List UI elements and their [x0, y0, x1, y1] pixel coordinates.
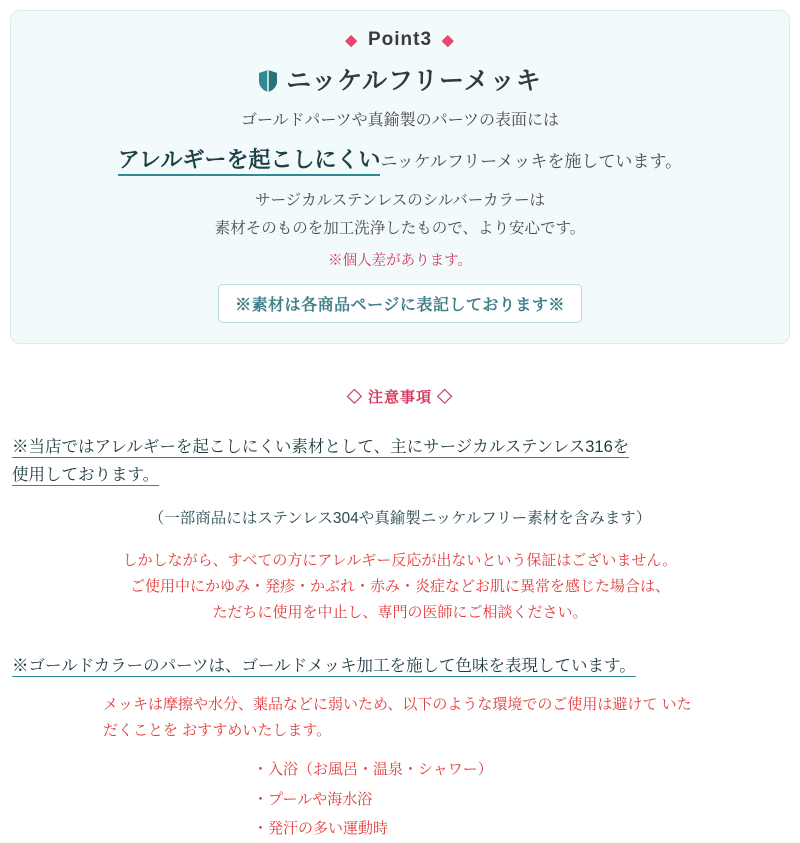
point3-line2-highlight: アレルギーを起こしにくい — [118, 147, 381, 176]
point3-heading — [25, 29, 775, 51]
plating-care-line-1: メッキは摩擦や水分、薬品などに弱いため、以下のような環境でのご使用は避けて — [103, 696, 658, 714]
list-item: ・プールや海水浴 — [253, 790, 373, 808]
material-badge: ※素材は各商品ページに表記しております※ — [218, 284, 582, 323]
point3-line1: ゴールドパーツや真鍮製のパーツの表面には — [240, 112, 560, 129]
notes-block-main — [8, 433, 792, 489]
plating-care-block — [8, 692, 792, 743]
point3-note: ※個人差があります。 — [328, 252, 472, 269]
notes-block-line1: ※当店ではアレルギーを起こしにくい素材として、主にサージカルステンレス316を — [12, 437, 630, 456]
diamond-left-icon: ◆ — [345, 31, 358, 49]
point3-panel — [10, 10, 790, 344]
shield-icon — [258, 69, 278, 93]
point3-line2 — [25, 143, 775, 176]
avoid-list — [8, 755, 792, 843]
list-item: ・入浴（お風呂・温泉・シャワー） — [253, 761, 493, 779]
point3-heading-label: Point3 — [367, 29, 433, 50]
plating-care-line-2: いただくことを おすすめいたします。 — [103, 696, 692, 739]
point3-title — [25, 61, 775, 97]
gold-color-note-label: ※ゴールドカラーのパーツは、ゴールドメッキ加工を施して色味を表現しています。 — [12, 657, 636, 676]
point3-title-label: ニッケルフリーメッキ — [286, 67, 542, 95]
warning-line-2: ご使用中にかゆみ・発疹・かぶれ・赤み・炎症などお肌に異常を感じた場合は、 — [129, 577, 670, 595]
diamond-right-icon: ◆ — [442, 31, 455, 49]
notes-block-line2: 使用しております。 — [12, 465, 160, 484]
warning-block — [8, 548, 792, 627]
point3-line2-rest: ニッケルフリーメッキを施しています。 — [380, 152, 683, 171]
notes-sub: （一部商品にはステンレス304や真鍮製ニッケルフリー素材を含みます） — [148, 509, 652, 527]
point3-line4: 素材そのものを加工洗浄したもので、より安心です。 — [214, 220, 586, 238]
warning-line-3: ただちに使用を中止し、専門の医師にご相談ください。 — [212, 604, 588, 622]
notes-section — [0, 386, 800, 843]
point3-line3: サージカルステンレスのシルバーカラーは — [254, 192, 545, 209]
list-item: ・発汗の多い運動時 — [253, 819, 389, 837]
warning-line-1: しかしながら、すべての方にアレルギー反応が出ないという保証はございません。 — [122, 551, 678, 569]
page-root — [0, 10, 800, 837]
notes-heading: ◇ 注意事項 ◇ — [346, 388, 454, 406]
gold-color-note — [8, 652, 792, 676]
